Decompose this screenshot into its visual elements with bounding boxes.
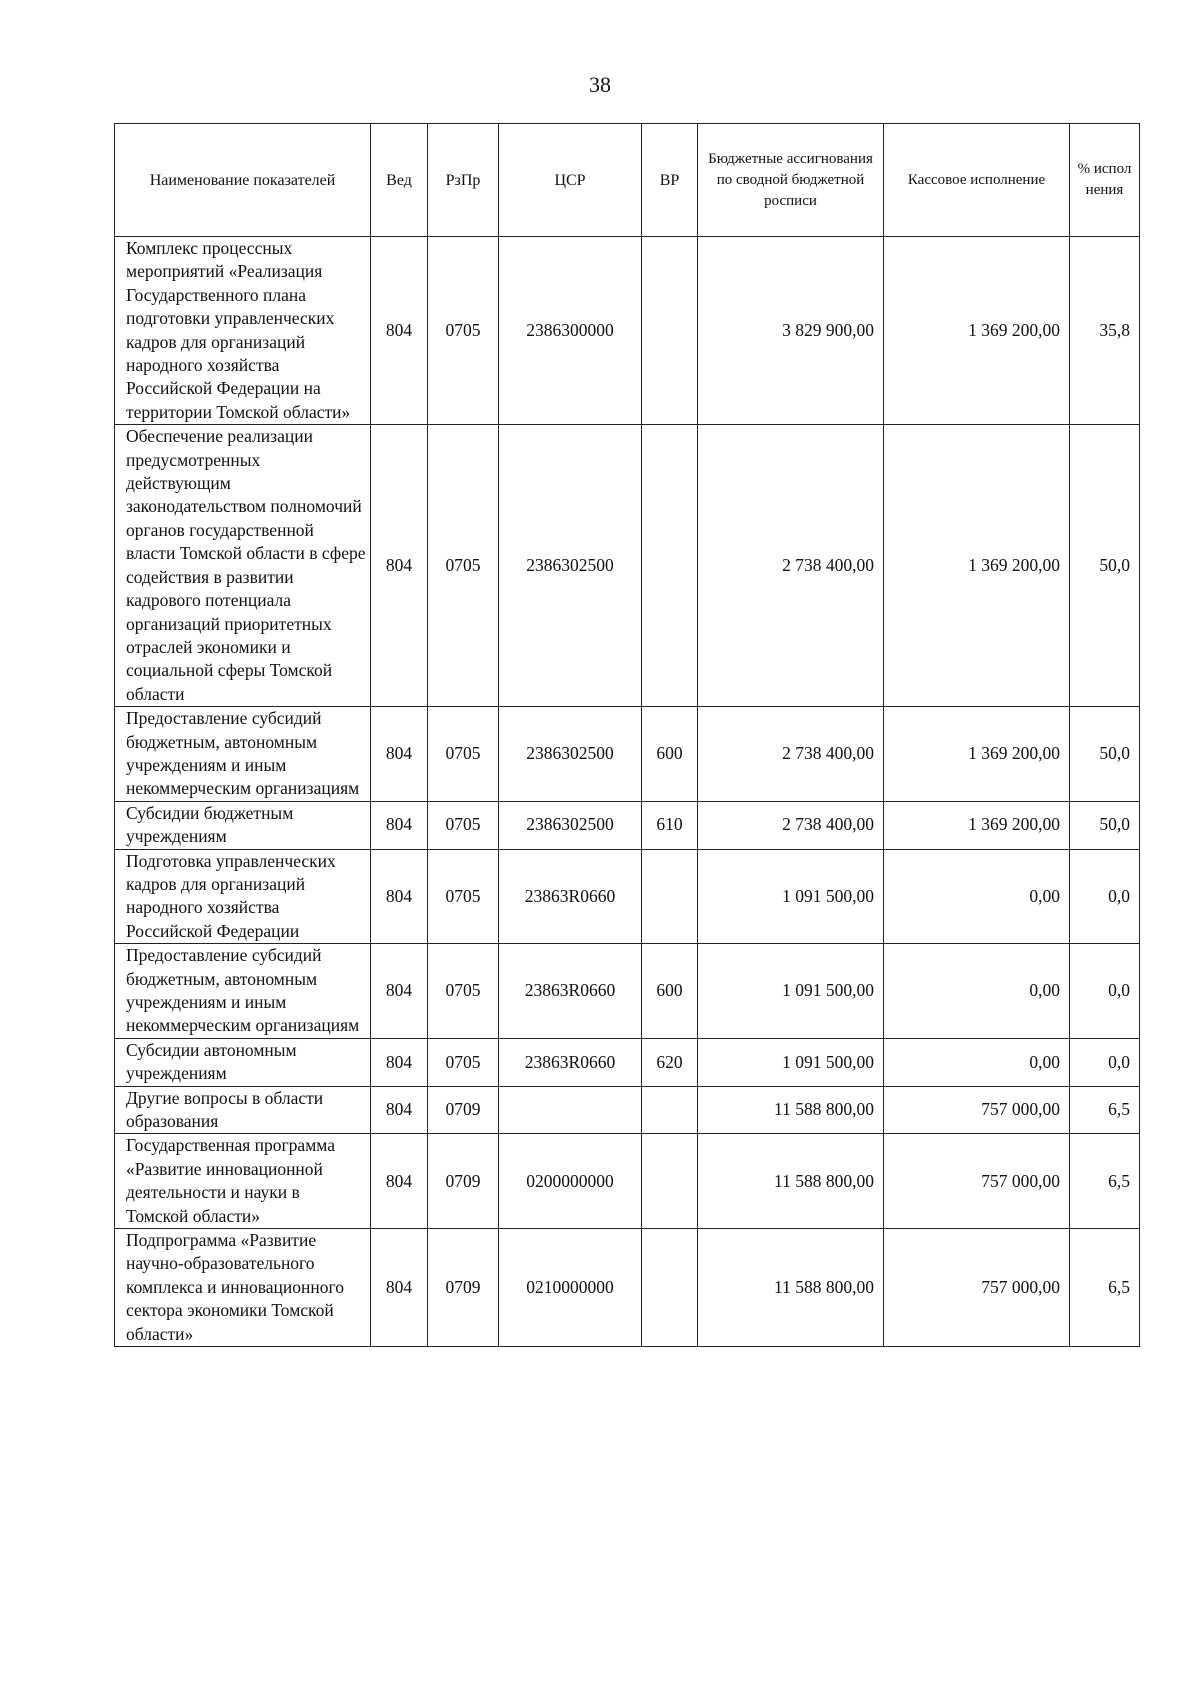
cell-csr bbox=[499, 1086, 642, 1134]
cell-vr bbox=[642, 425, 698, 707]
cell-csr: 2386302500 bbox=[499, 707, 642, 802]
cell-assignments: 2 738 400,00 bbox=[698, 707, 884, 802]
cell-cash-execution: 1 369 200,00 bbox=[884, 801, 1070, 849]
table-row bbox=[115, 425, 1140, 707]
cell-name: Комплекс процессных мероприятий «Реализация Государственного плана подготовки управленческих кадров для организаций народного хозяйства Российской Федерации на территории Томской области» bbox=[115, 237, 371, 425]
cell-cash-execution: 0,00 bbox=[884, 849, 1070, 944]
cell-csr: 23863R0660 bbox=[499, 944, 642, 1039]
cell-percent-execution: 50,0 bbox=[1070, 707, 1140, 802]
cell-csr: 2386300000 bbox=[499, 237, 642, 425]
cell-assignments: 1 091 500,00 bbox=[698, 944, 884, 1039]
table-row bbox=[115, 237, 1140, 425]
cell-percent-execution: 50,0 bbox=[1070, 425, 1140, 707]
header-percent-execution: % испол нения bbox=[1070, 124, 1140, 237]
cell-assignments: 2 738 400,00 bbox=[698, 425, 884, 707]
cell-ved: 804 bbox=[371, 849, 428, 944]
cell-ved: 804 bbox=[371, 237, 428, 425]
cell-vr bbox=[642, 237, 698, 425]
cell-percent-execution: 6,5 bbox=[1070, 1086, 1140, 1134]
cell-assignments: 11 588 800,00 bbox=[698, 1134, 884, 1229]
cell-rzpr: 0705 bbox=[428, 944, 499, 1039]
table-row bbox=[115, 707, 1140, 802]
cell-percent-execution: 0,0 bbox=[1070, 1038, 1140, 1086]
cell-vr: 600 bbox=[642, 944, 698, 1039]
cell-rzpr: 0709 bbox=[428, 1086, 499, 1134]
cell-ved: 804 bbox=[371, 944, 428, 1039]
header-cash-execution: Кассовое исполнение bbox=[884, 124, 1070, 237]
cell-csr: 2386302500 bbox=[499, 425, 642, 707]
budget-execution-table bbox=[114, 123, 1140, 1347]
cell-name: Предоставление субсидий бюджетным, автономным учреждениям и иным некоммерческим организациям bbox=[115, 707, 371, 802]
cell-name: Государственная программа «Развитие инновационной деятельности и науки в Томской области» bbox=[115, 1134, 371, 1229]
cell-cash-execution: 1 369 200,00 bbox=[884, 425, 1070, 707]
cell-csr: 0200000000 bbox=[499, 1134, 642, 1229]
cell-name: Другие вопросы в области образования bbox=[115, 1086, 371, 1134]
cell-rzpr: 0705 bbox=[428, 707, 499, 802]
table-row bbox=[115, 1229, 1140, 1347]
cell-name: Подпрограмма «Развитие научно-образовательного комплекса и инновационного сектора экономики Томской области» bbox=[115, 1229, 371, 1347]
cell-assignments: 2 738 400,00 bbox=[698, 801, 884, 849]
cell-name: Субсидии бюджетным учреждениям bbox=[115, 801, 371, 849]
table-row bbox=[115, 801, 1140, 849]
cell-name: Предоставление субсидий бюджетным, автономным учреждениям и иным некоммерческим организациям bbox=[115, 944, 371, 1039]
cell-vr: 620 bbox=[642, 1038, 698, 1086]
page-number: 38 bbox=[589, 72, 611, 97]
cell-ved: 804 bbox=[371, 1229, 428, 1347]
cell-assignments: 3 829 900,00 bbox=[698, 237, 884, 425]
cell-rzpr: 0709 bbox=[428, 1229, 499, 1347]
header-vr: ВР bbox=[642, 124, 698, 237]
cell-cash-execution: 757 000,00 bbox=[884, 1086, 1070, 1134]
cell-ved: 804 bbox=[371, 801, 428, 849]
cell-vr bbox=[642, 849, 698, 944]
table-row bbox=[115, 1086, 1140, 1134]
cell-name: Подготовка управленческих кадров для организаций народного хозяйства Российской Федерации bbox=[115, 849, 371, 944]
cell-name: Обеспечение реализации предусмотренных действующим законодательством полномочий органов государственной власти Томской области в сфере содействия в развитии кадрового потенциала организаций приоритетных отраслей экономики и социальной сферы Томской области bbox=[115, 425, 371, 707]
table-body bbox=[115, 237, 1140, 1347]
cell-cash-execution: 1 369 200,00 bbox=[884, 707, 1070, 802]
cell-percent-execution: 50,0 bbox=[1070, 801, 1140, 849]
header-ved: Вед bbox=[371, 124, 428, 237]
cell-cash-execution: 757 000,00 bbox=[884, 1134, 1070, 1229]
cell-vr bbox=[642, 1134, 698, 1229]
header-csr: ЦСР bbox=[499, 124, 642, 237]
cell-rzpr: 0705 bbox=[428, 801, 499, 849]
cell-name: Субсидии автономным учреждениям bbox=[115, 1038, 371, 1086]
cell-percent-execution: 0,0 bbox=[1070, 944, 1140, 1039]
cell-rzpr: 0705 bbox=[428, 425, 499, 707]
cell-assignments: 1 091 500,00 bbox=[698, 849, 884, 944]
header-rzpr: РзПр bbox=[428, 124, 499, 237]
table-row bbox=[115, 849, 1140, 944]
table-row bbox=[115, 944, 1140, 1039]
cell-cash-execution: 0,00 bbox=[884, 944, 1070, 1039]
cell-cash-execution: 757 000,00 bbox=[884, 1229, 1070, 1347]
cell-rzpr: 0705 bbox=[428, 849, 499, 944]
cell-assignments: 11 588 800,00 bbox=[698, 1229, 884, 1347]
cell-percent-execution: 6,5 bbox=[1070, 1229, 1140, 1347]
cell-percent-execution: 0,0 bbox=[1070, 849, 1140, 944]
cell-ved: 804 bbox=[371, 1086, 428, 1134]
cell-assignments: 1 091 500,00 bbox=[698, 1038, 884, 1086]
table-header-row bbox=[115, 124, 1140, 237]
cell-vr bbox=[642, 1229, 698, 1347]
cell-csr: 2386302500 bbox=[499, 801, 642, 849]
table-row bbox=[115, 1134, 1140, 1229]
cell-csr: 23863R0660 bbox=[499, 1038, 642, 1086]
cell-rzpr: 0709 bbox=[428, 1134, 499, 1229]
cell-cash-execution: 1 369 200,00 bbox=[884, 237, 1070, 425]
cell-csr: 0210000000 bbox=[499, 1229, 642, 1347]
cell-ved: 804 bbox=[371, 707, 428, 802]
cell-rzpr: 0705 bbox=[428, 237, 499, 425]
header-name: Наименование показателей bbox=[115, 124, 371, 237]
cell-ved: 804 bbox=[371, 1038, 428, 1086]
cell-cash-execution: 0,00 bbox=[884, 1038, 1070, 1086]
cell-ved: 804 bbox=[371, 425, 428, 707]
cell-csr: 23863R0660 bbox=[499, 849, 642, 944]
cell-vr bbox=[642, 1086, 698, 1134]
cell-percent-execution: 6,5 bbox=[1070, 1134, 1140, 1229]
cell-assignments: 11 588 800,00 bbox=[698, 1086, 884, 1134]
cell-rzpr: 0705 bbox=[428, 1038, 499, 1086]
cell-ved: 804 bbox=[371, 1134, 428, 1229]
cell-vr: 610 bbox=[642, 801, 698, 849]
header-assignments: Бюджетные ассигнования по сводной бюджетной росписи bbox=[698, 124, 884, 237]
cell-percent-execution: 35,8 bbox=[1070, 237, 1140, 425]
table-row bbox=[115, 1038, 1140, 1086]
cell-vr: 600 bbox=[642, 707, 698, 802]
